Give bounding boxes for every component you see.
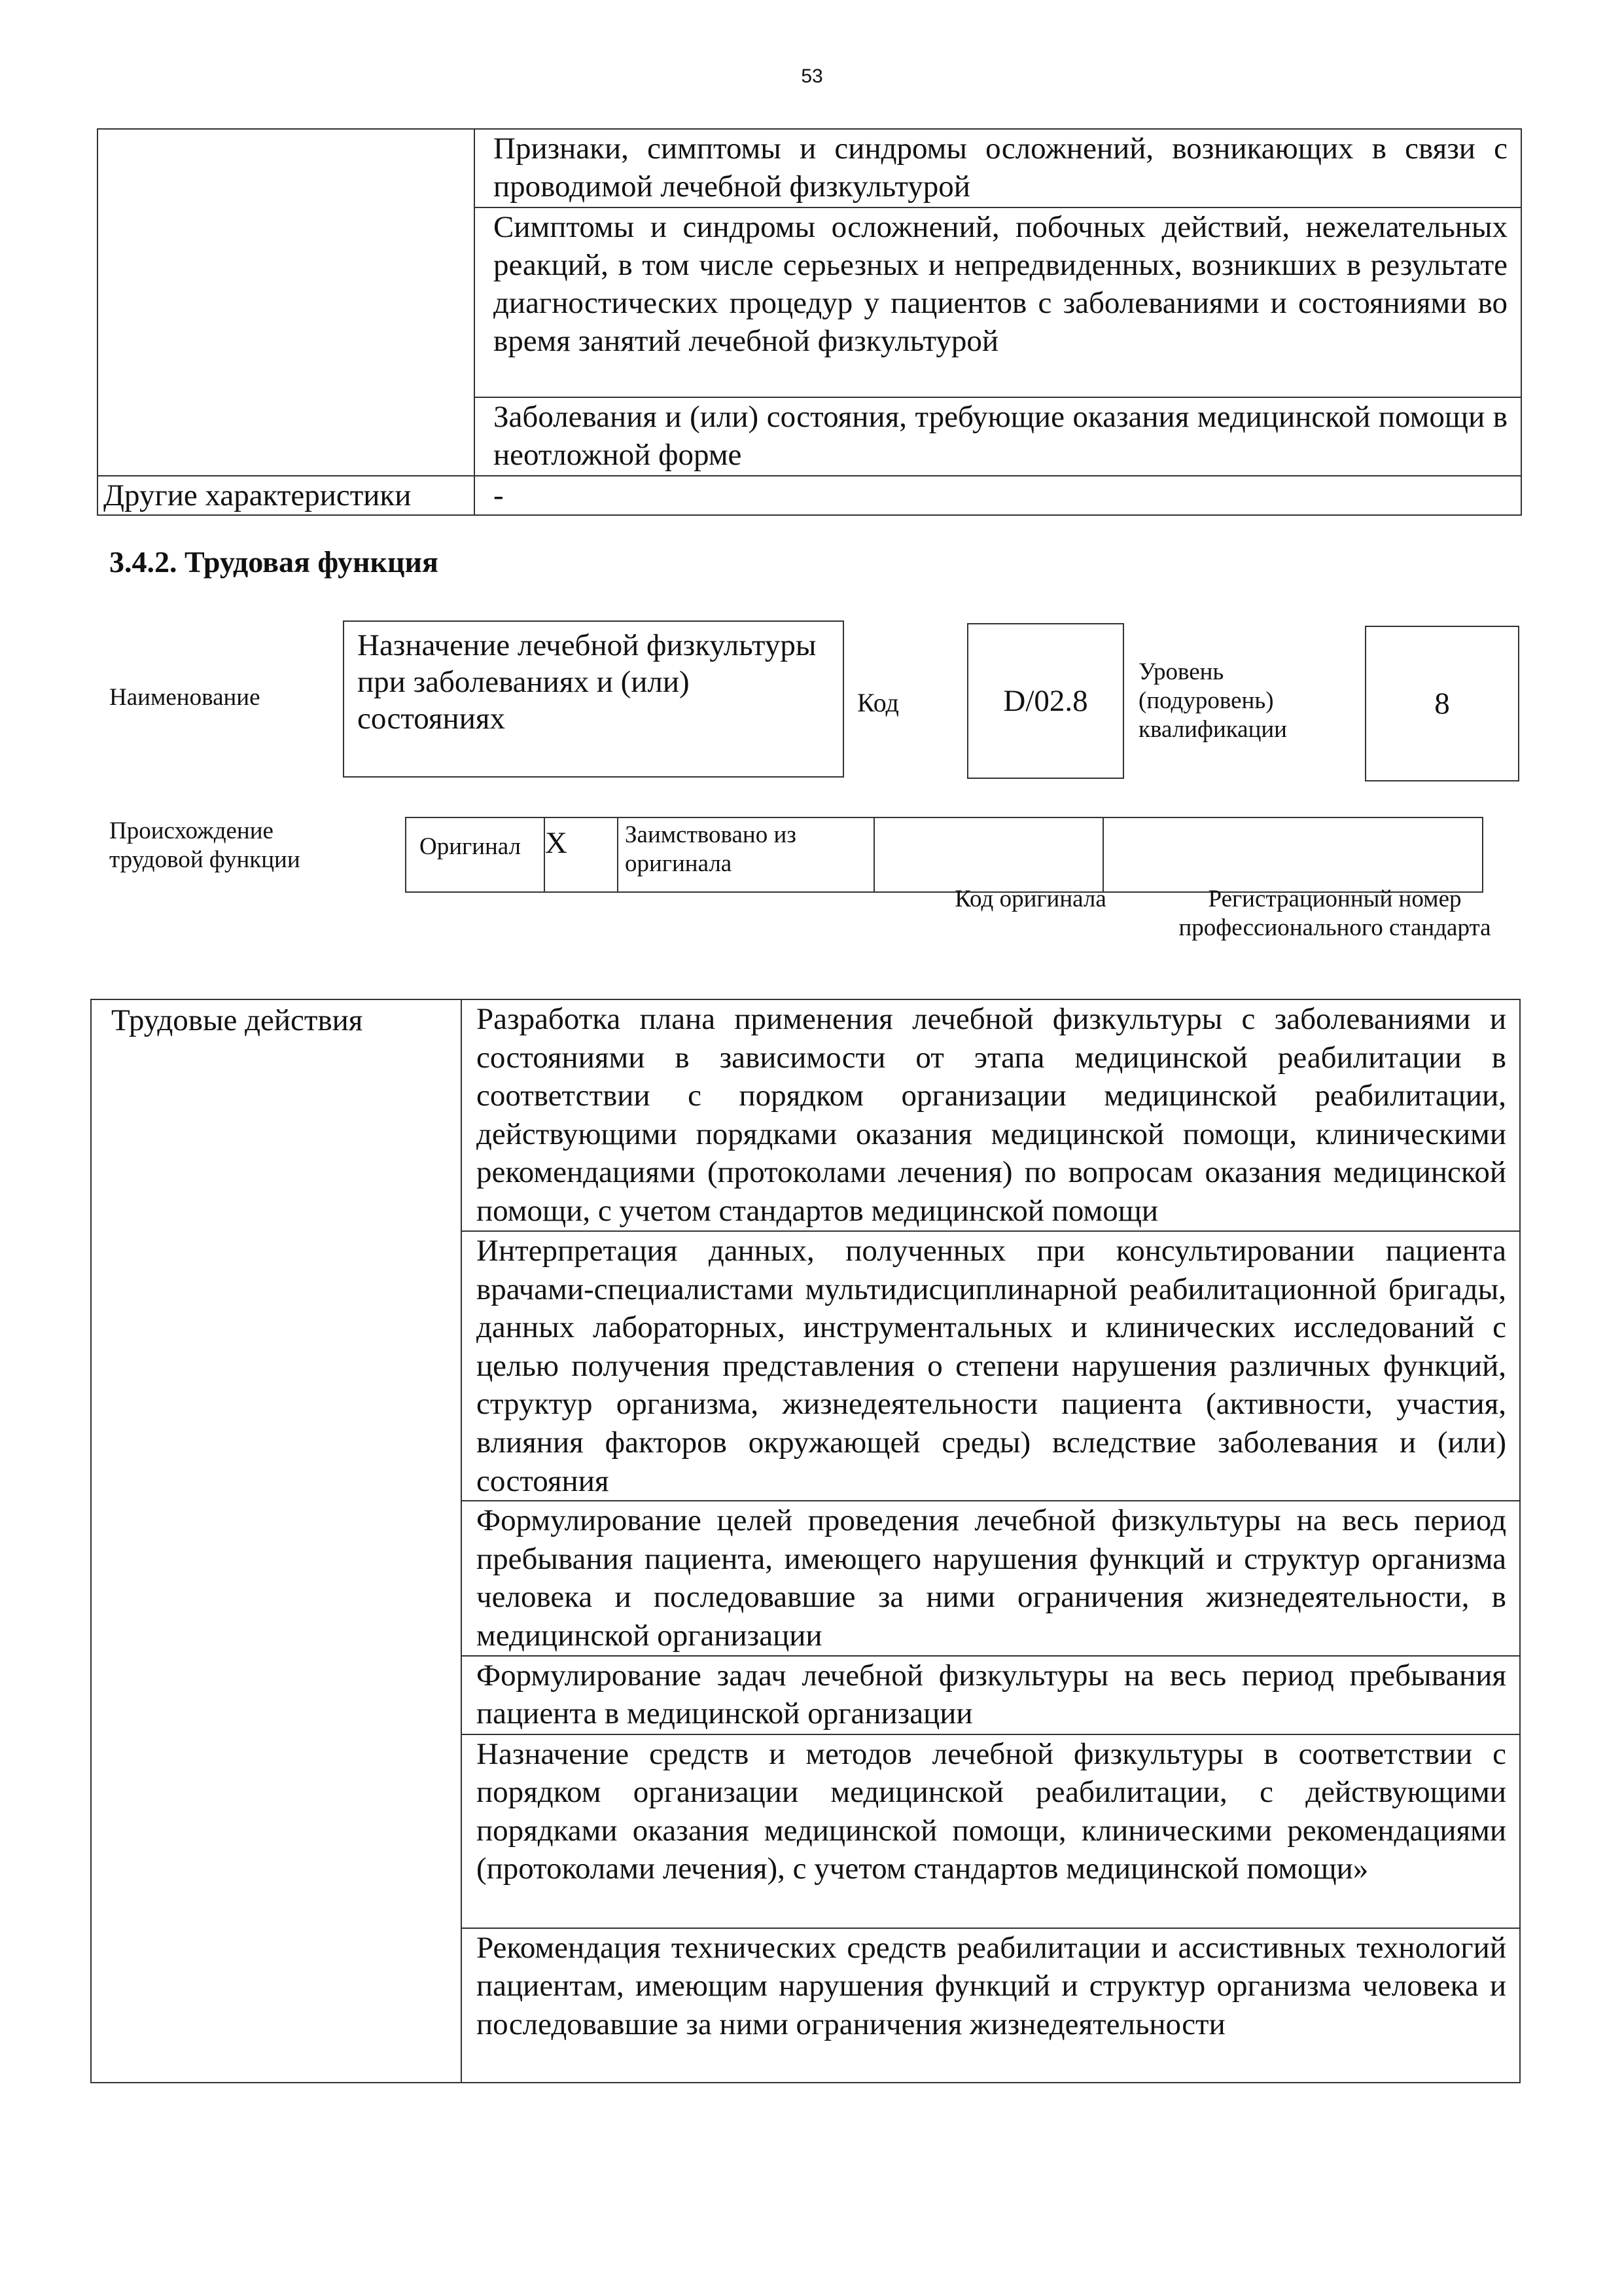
labor-action-item: Формулирование задач лечебной физкультуры на весь период пребывания пациента в медицинской организации — [461, 1656, 1520, 1734]
level-label: Уровень (подуровень) квалификации — [1139, 658, 1287, 743]
labor-action-item: Назначение средств и методов лечебной физкультуры в соответствии с порядком организации медицинской реабилитации, с действующими порядками оказания медицинской помощи, клиническими рекомендациями (протоколами лечения), с учетом стандартов медицинской помощи» — [461, 1734, 1520, 1928]
labor-action-item: Интерпретация данных, полученных при консультировании пациента врачами-специалистами мультидисциплинарной реабилитационной бригады, данных лабораторных, инструментальных и клинических исследований с целью получения представления о степени нарушения различных функций, структур организма, жизнедеятельности пациента (активности, участия, влияния факторов окружающей среды) вследствие заболевания и (или) состояния — [461, 1231, 1520, 1501]
page-number: 53 — [801, 65, 823, 87]
blank-left-cell — [97, 129, 474, 476]
complications-symptoms-cell: Симптомы и синдромы осложнений, побочных действий, нежелательных реакций, в том числе серьезных и непредвиденных, возникших в результате диагностических процедур у пациентов с заболеваниями и состояниями во время занятий лечебной физкультурой — [474, 207, 1521, 397]
level-box — [1365, 626, 1519, 781]
function-name-value: Назначение лечебной физкультуры при заболеваниях и (или) состояниях — [357, 628, 817, 736]
original-mark: X — [544, 817, 618, 892]
original-code-caption: Код оригинала — [955, 886, 1106, 912]
original-label: Оригинал — [406, 817, 544, 892]
labor-action-item: Разработка плана применения лечебной физкультуры с заболеваниями и состояниями в зависимости от этапа медицинской реабилитации в соответствии с порядком организации медицинской реабилитации, действующими порядками оказания медицинской помощи, клиническими рекомендациями (протоколами лечения) по вопросам оказания медицинской помощи, с учетом стандартов медицинской помощи — [461, 999, 1520, 1231]
level-value: 8 — [1434, 687, 1450, 721]
borrowed-label: Заимствовано из оригинала — [618, 817, 874, 892]
other-characteristics-value: - — [474, 476, 1521, 515]
origin-table — [405, 817, 1483, 893]
name-label: Наименование — [109, 684, 260, 711]
original-code-cell — [874, 817, 1103, 892]
code-box — [967, 623, 1124, 779]
code-value: D/02.8 — [1003, 684, 1088, 718]
labor-actions-label: Трудовые действия — [91, 999, 461, 2083]
registration-number-cell — [1103, 817, 1483, 892]
other-characteristics-label: Другие характеристики — [97, 476, 474, 515]
labor-action-item: Формулирование целей проведения лечебной физкультуры на весь период пребывания пациента, имеющего нарушения функций и структур организма человека и последовавшие за ними ограничения жизнедеятельности, в медицинской организации — [461, 1501, 1520, 1655]
section-heading: 3.4.2. Трудовая функция — [109, 545, 438, 579]
labor-action-item: Рекомендация технических средств реабилитации и ассистивных технологий пациентам, имеющим нарушения функций и структур организма человека и последовавшие за ними ограничения жизнедеятельности — [461, 1928, 1520, 2083]
function-name-box — [343, 620, 844, 778]
labor-actions-table — [90, 999, 1521, 2083]
registration-number-caption: Регистрационный номер профессионального стандарта — [1178, 886, 1491, 941]
urgent-conditions-cell: Заболевания и (или) состояния, требующие оказания медицинской помощи в неотложной форме — [474, 397, 1521, 476]
origin-label: Происхождение трудовой функции — [109, 817, 300, 873]
complications-signs-cell: Признаки, симптомы и синдромы осложнений, возникающих в связи с проводимой лечебной физкультурой — [474, 129, 1521, 207]
code-label: Код — [857, 688, 899, 717]
characteristics-table — [97, 128, 1522, 516]
